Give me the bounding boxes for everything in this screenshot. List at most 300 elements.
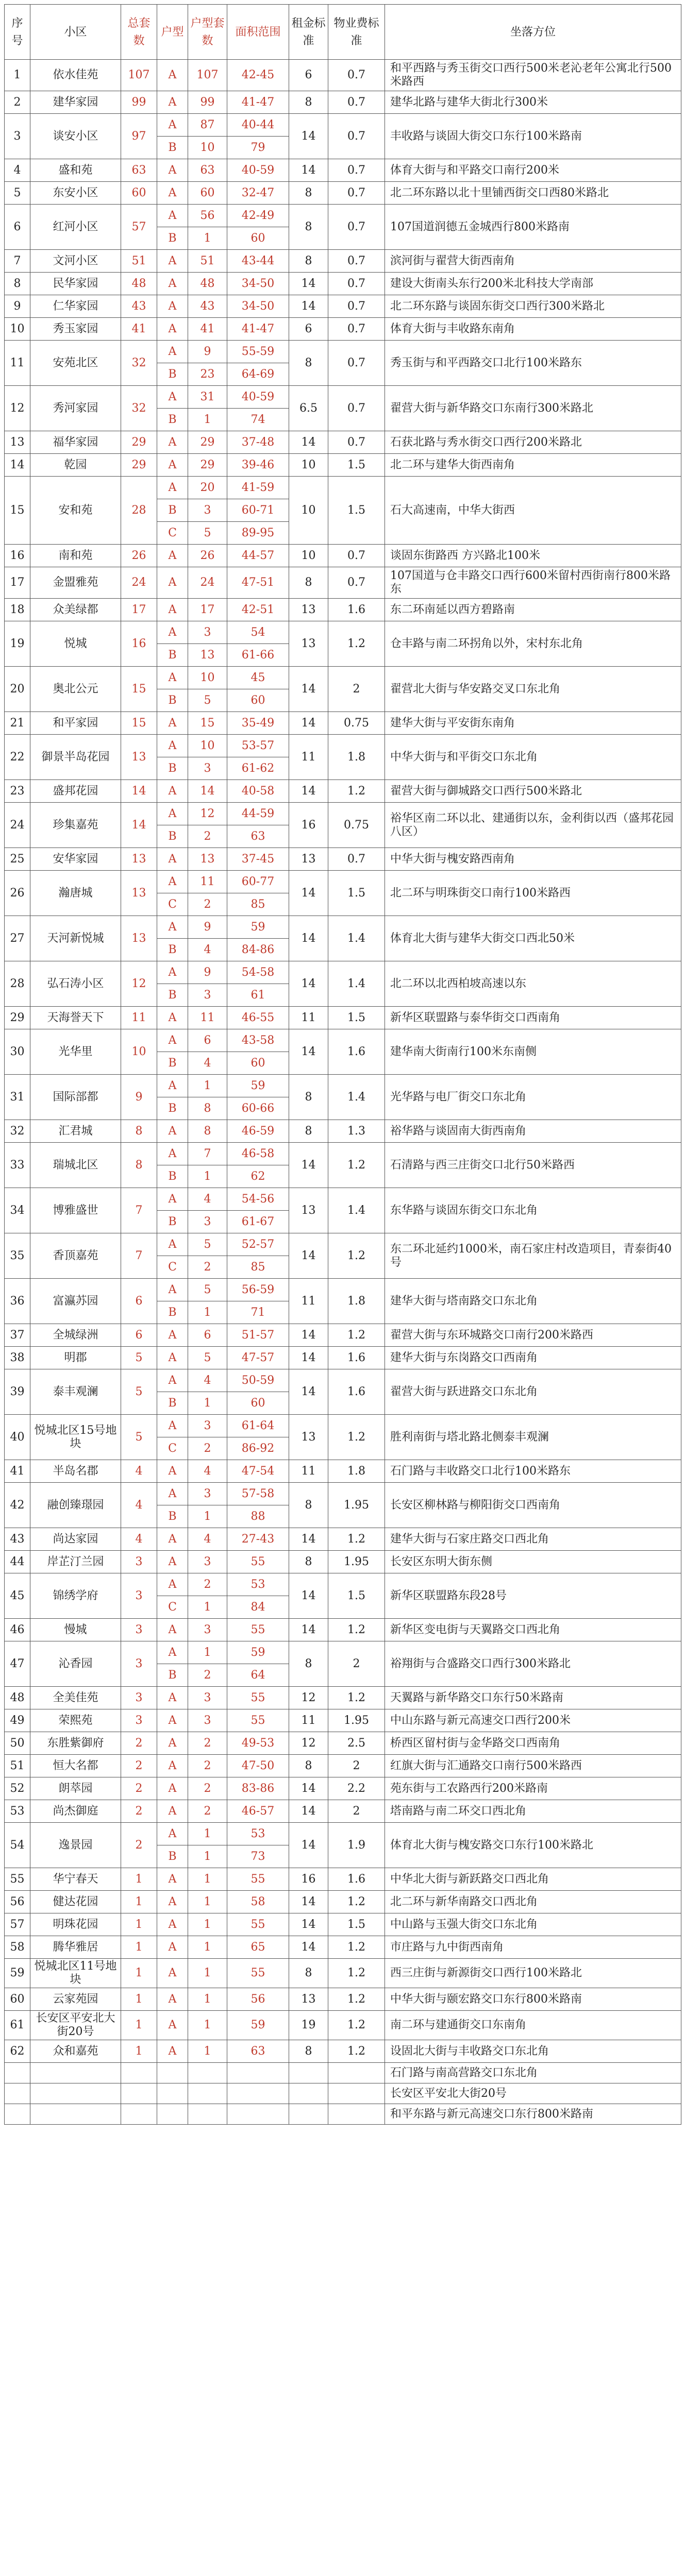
row-number: 6 [5,205,30,250]
fee-standard: 0.75 [328,803,385,848]
row-number: 31 [5,1075,30,1120]
total-sets: 7 [121,1233,157,1279]
fee-standard: 1.2 [328,621,385,667]
type-sets: 11 [188,871,227,893]
table-row [5,712,681,735]
fee-standard: 1.2 [328,1891,385,1913]
table-row [5,159,681,182]
row-number: 37 [5,1324,30,1347]
table-row [5,1959,681,1988]
area-range: 60 [227,689,289,712]
type-sets: 1 [188,1301,227,1324]
total-sets: 1 [121,1913,157,1936]
type-sets: 48 [188,273,227,295]
row-number: 18 [5,599,30,621]
community-name: 福华家园 [30,431,121,454]
type-sets: 4 [188,1460,227,1483]
fee-standard: 0.7 [328,60,385,91]
rent-standard: 8 [289,1959,328,1988]
fee-standard: 1.8 [328,735,385,780]
row-number: 10 [5,318,30,341]
table-row [5,1007,681,1029]
area-range: 42-49 [227,205,289,227]
area-range: 42-45 [227,60,289,91]
location-text: 桥西区留村街与金华路交口西南角 [385,1732,681,1755]
type-sets: 13 [188,644,227,667]
location-text: 和平东路与新元高速交口东行800米路南 [385,2104,681,2125]
table-row [5,1120,681,1143]
total-sets: 13 [121,735,157,780]
fee-standard: 1.95 [328,1551,385,1573]
unit-type: B [157,825,188,848]
community-name: 奥北公元 [30,667,121,712]
location-text: 翟营北大街与华安路交叉口东北角 [385,667,681,712]
rent-standard: 8 [289,1120,328,1143]
table-row [5,273,681,295]
type-sets: 2 [188,1664,227,1687]
area-range: 43-58 [227,1029,289,1052]
unit-type: C [157,522,188,545]
table-row [5,1913,681,1936]
area-range: 55 [227,1868,289,1891]
community-name: 腾华雅居 [30,1936,121,1959]
total-sets: 2 [121,1800,157,1823]
fee-standard: 0.7 [328,159,385,182]
row-number: 59 [5,1959,30,1988]
table-row [5,1143,681,1165]
row-number: 14 [5,454,30,477]
community-name: 慢城 [30,1619,121,1641]
fee-standard: 1.2 [328,1233,385,1279]
table-row [5,1709,681,1732]
area-range: 60-71 [227,499,289,522]
unit-type: A [157,621,188,644]
total-sets: 29 [121,431,157,454]
total-sets: 15 [121,712,157,735]
type-sets: 4 [188,1369,227,1392]
area-range: 71 [227,1301,289,1324]
fee-standard: 1.3 [328,1120,385,1143]
total-sets: 63 [121,159,157,182]
total-sets: 97 [121,114,157,159]
row-number: 56 [5,1891,30,1913]
unit-type: A [157,735,188,757]
location-text: 市庄路与九中街西南角 [385,1936,681,1959]
unit-type: A [157,1936,188,1959]
unit-type: A [157,1460,188,1483]
unit-type: B [157,1097,188,1120]
community-name: 尚杰御庭 [30,1800,121,1823]
type-sets: 1 [188,2011,227,2040]
rent-standard: 14 [289,780,328,803]
unit-type: B [157,1392,188,1415]
area-range: 79 [227,137,289,159]
type-sets: 2 [188,825,227,848]
fee-standard: 1.8 [328,1279,385,1324]
table-row [5,803,681,825]
location-text: 北二环与建华大街西南角 [385,454,681,477]
total-sets: 10 [121,1029,157,1075]
rent-standard: 16 [289,1868,328,1891]
type-sets: 1 [188,1641,227,1664]
rent-standard: 14 [289,1913,328,1936]
total-sets: 24 [121,567,157,599]
total-sets: 51 [121,250,157,273]
empty-cell [188,2063,227,2083]
total-sets: 13 [121,916,157,961]
rent-standard: 14 [289,1573,328,1619]
total-sets: 14 [121,780,157,803]
rent-standard: 14 [289,1347,328,1369]
table-row [5,295,681,318]
fee-standard: 1.8 [328,1460,385,1483]
total-sets: 3 [121,1551,157,1573]
total-sets: 43 [121,295,157,318]
table-row [5,1551,681,1573]
total-sets: 3 [121,1641,157,1687]
location-text: 北二环以北西柏坡高速以东 [385,961,681,1007]
rent-standard: 14 [289,159,328,182]
total-sets: 60 [121,182,157,205]
table-body [5,60,681,2125]
location-text: 新华区变电街与天翼路交口西北角 [385,1619,681,1641]
community-name: 建华家园 [30,91,121,114]
unit-type: A [157,599,188,621]
table-row [5,871,681,893]
area-range: 86-92 [227,1437,289,1460]
housing-table [4,4,681,2125]
type-sets: 107 [188,60,227,91]
type-sets: 63 [188,159,227,182]
total-sets: 8 [121,1143,157,1188]
location-text: 北二环与明珠街交口南行100米路西 [385,871,681,916]
unit-type: A [157,1551,188,1573]
type-sets: 2 [188,1256,227,1279]
rent-standard: 14 [289,1800,328,1823]
rent-standard: 14 [289,961,328,1007]
table-row [5,735,681,757]
table-row [5,1369,681,1392]
row-number: 32 [5,1120,30,1143]
total-sets: 1 [121,2040,157,2063]
location-text: 长安区东明大街东侧 [385,1551,681,1573]
total-sets: 32 [121,386,157,431]
rent-standard: 13 [289,621,328,667]
row-number: 16 [5,545,30,567]
table-row [5,667,681,689]
unit-type: A [157,803,188,825]
type-sets: 10 [188,735,227,757]
area-range: 59 [227,1641,289,1664]
unit-type: A [157,477,188,499]
community-name: 安华家园 [30,848,121,871]
area-range: 64 [227,1664,289,1687]
unit-type: B [157,644,188,667]
row-number: 60 [5,1988,30,2011]
unit-type: A [157,1988,188,2011]
unit-type: A [157,1619,188,1641]
type-sets: 1 [188,1868,227,1891]
fee-standard: 2 [328,1641,385,1687]
type-sets: 1 [188,409,227,431]
fee-standard: 1.5 [328,477,385,545]
unit-type: A [157,712,188,735]
type-sets: 9 [188,341,227,363]
row-number: 40 [5,1415,30,1460]
row-number: 8 [5,273,30,295]
total-sets: 13 [121,871,157,916]
location-text: 体育北大街与建华大街交口西北50米 [385,916,681,961]
area-range: 89-95 [227,522,289,545]
community-name: 半岛名郡 [30,1460,121,1483]
table-row [5,1619,681,1641]
rent-standard: 8 [289,182,328,205]
area-range: 61-67 [227,1211,289,1233]
unit-type: B [157,689,188,712]
fee-standard: 1.6 [328,599,385,621]
total-sets: 28 [121,477,157,545]
rent-standard: 10 [289,545,328,567]
area-range: 63 [227,825,289,848]
fee-standard: 0.7 [328,545,385,567]
unit-type: C [157,1437,188,1460]
row-number: 39 [5,1369,30,1415]
type-sets: 4 [188,1188,227,1211]
fee-standard: 2.2 [328,1777,385,1800]
type-sets: 13 [188,848,227,871]
area-range: 55 [227,1619,289,1641]
fee-standard: 0.7 [328,91,385,114]
table-row [5,780,681,803]
unit-type: C [157,1596,188,1619]
total-sets: 8 [121,1120,157,1143]
type-sets: 5 [188,1347,227,1369]
area-range: 59 [227,916,289,939]
total-sets: 29 [121,454,157,477]
area-range: 60-66 [227,1097,289,1120]
rent-standard: 11 [289,1709,328,1732]
empty-cell [121,2063,157,2083]
type-sets: 3 [188,1415,227,1437]
unit-type: A [157,1347,188,1369]
fee-standard: 0.7 [328,273,385,295]
type-sets: 8 [188,1120,227,1143]
table-row [5,182,681,205]
location-text: 长安区柳林路与柳阳街交口西南角 [385,1483,681,1528]
location-text: 建华大街与石家庄路交口西北角 [385,1528,681,1551]
row-number: 41 [5,1460,30,1483]
type-sets: 1 [188,1891,227,1913]
rent-standard: 8 [289,205,328,250]
total-sets: 1 [121,1868,157,1891]
type-sets: 24 [188,567,227,599]
area-range: 46-58 [227,1143,289,1165]
unit-type: A [157,848,188,871]
area-range: 45 [227,667,289,689]
fee-standard: 1.2 [328,1619,385,1641]
community-name: 华宁春天 [30,1868,121,1891]
table-row [5,1988,681,2011]
header-community: 小区 [30,5,121,60]
unit-type: A [157,1324,188,1347]
type-sets: 5 [188,689,227,712]
row-number: 38 [5,1347,30,1369]
unit-type: B [157,1165,188,1188]
table-row [5,318,681,341]
total-sets: 107 [121,60,157,91]
row-number: 2 [5,91,30,114]
type-sets: 9 [188,916,227,939]
location-text: 红旗大街与汇通路交口南行500米路西 [385,1755,681,1777]
community-name: 明珠花园 [30,1913,121,1936]
table-row [5,431,681,454]
unit-type: A [157,1483,188,1505]
unit-type: A [157,961,188,984]
type-sets: 1 [188,1959,227,1988]
unit-type: A [157,1143,188,1165]
table-row [5,341,681,363]
type-sets: 12 [188,803,227,825]
total-sets: 14 [121,803,157,848]
unit-type: A [157,1800,188,1823]
table-row [5,848,681,871]
area-range: 85 [227,1256,289,1279]
community-name: 健达花园 [30,1891,121,1913]
unit-type: A [157,2040,188,2063]
area-range: 84 [227,1596,289,1619]
unit-type: A [157,1959,188,1988]
unit-type: B [157,984,188,1007]
type-sets: 3 [188,1619,227,1641]
row-number: 51 [5,1755,30,1777]
header-no: 序号 [5,5,30,60]
empty-cell [289,2104,328,2125]
unit-type: A [157,60,188,91]
community-name: 悦城 [30,621,121,667]
area-range: 49-53 [227,1732,289,1755]
area-range: 40-59 [227,159,289,182]
area-range: 34-50 [227,295,289,318]
fee-standard: 1.2 [328,1988,385,2011]
community-name: 云家苑园 [30,1988,121,2011]
total-sets: 2 [121,1732,157,1755]
rent-standard: 11 [289,1279,328,1324]
rent-standard: 10 [289,454,328,477]
fee-standard: 1.5 [328,1573,385,1619]
community-name: 谈安小区 [30,114,121,159]
area-range: 43-44 [227,250,289,273]
empty-cell [289,2063,328,2083]
total-sets: 7 [121,1188,157,1233]
rent-standard: 14 [289,1936,328,1959]
table-header-row [5,5,681,60]
area-range: 46-59 [227,1120,289,1143]
unit-type: A [157,341,188,363]
total-sets: 1 [121,1988,157,2011]
rent-standard: 14 [289,712,328,735]
total-sets: 57 [121,205,157,250]
unit-type: A [157,1891,188,1913]
rent-standard: 19 [289,2011,328,2040]
unit-type: A [157,1687,188,1709]
total-sets: 3 [121,1709,157,1732]
fee-standard: 1.9 [328,1823,385,1868]
location-text: 石大高速南，中华大街西 [385,477,681,545]
unit-type: A [157,1075,188,1097]
rent-standard: 14 [289,431,328,454]
location-text: 东二环北延约1000米，南石家庄村改造项目，青泰街40号 [385,1233,681,1279]
table-row [5,1460,681,1483]
fee-standard: 1.6 [328,1369,385,1415]
community-name: 天海誉天下 [30,1007,121,1029]
table-row [5,621,681,644]
table-row [5,599,681,621]
type-sets: 41 [188,318,227,341]
fee-standard: 1.4 [328,961,385,1007]
location-text: 建设大街南头东行200米北科技大学南部 [385,273,681,295]
area-range: 61 [227,984,289,1007]
fee-standard: 1.2 [328,1936,385,1959]
empty-cell [157,2063,188,2083]
empty-cell [328,2104,385,2125]
total-sets: 5 [121,1415,157,1460]
fee-standard: 1.95 [328,1483,385,1528]
fee-standard: 0.7 [328,567,385,599]
location-text: 中山东路与新元高速交口西行200米 [385,1709,681,1732]
area-range: 61-62 [227,757,289,780]
community-name: 仁华家园 [30,295,121,318]
empty-cell [227,2083,289,2104]
fee-standard: 0.7 [328,386,385,431]
total-sets: 15 [121,667,157,712]
area-range: 27-43 [227,1528,289,1551]
type-sets: 4 [188,1052,227,1075]
community-name: 逸景园 [30,1823,121,1868]
unit-type: A [157,916,188,939]
location-text: 和平西路与秀玉街交口西行500米老沁老年公寓北行500米路西 [385,60,681,91]
community-name: 悦城北区15号地块 [30,1415,121,1460]
community-name: 沁香园 [30,1641,121,1687]
rent-standard: 13 [289,1988,328,2011]
location-text: 光华路与电厂街交口东北角 [385,1075,681,1120]
community-name: 秀河家园 [30,386,121,431]
row-number: 43 [5,1528,30,1551]
fee-standard: 0.7 [328,114,385,159]
unit-type: A [157,1573,188,1596]
header-area-range: 面积范围 [227,5,289,60]
fee-standard: 1.4 [328,1075,385,1120]
table-row [5,477,681,499]
total-sets: 2 [121,1823,157,1868]
rent-standard: 14 [289,1233,328,1279]
type-sets: 15 [188,712,227,735]
type-sets: 5 [188,1279,227,1301]
community-name: 盛邦花园 [30,780,121,803]
empty-cell [289,2083,328,2104]
table-row [5,1891,681,1913]
type-sets: 31 [188,386,227,409]
table-row [5,1573,681,1596]
community-name: 弘石涛小区 [30,961,121,1007]
row-number: 28 [5,961,30,1007]
area-range: 34-50 [227,273,289,295]
unit-type: A [157,1120,188,1143]
table-row [5,545,681,567]
type-sets: 1 [188,1823,227,1845]
type-sets: 2 [188,1573,227,1596]
unit-type: A [157,295,188,318]
community-name: 秀玉家园 [30,318,121,341]
